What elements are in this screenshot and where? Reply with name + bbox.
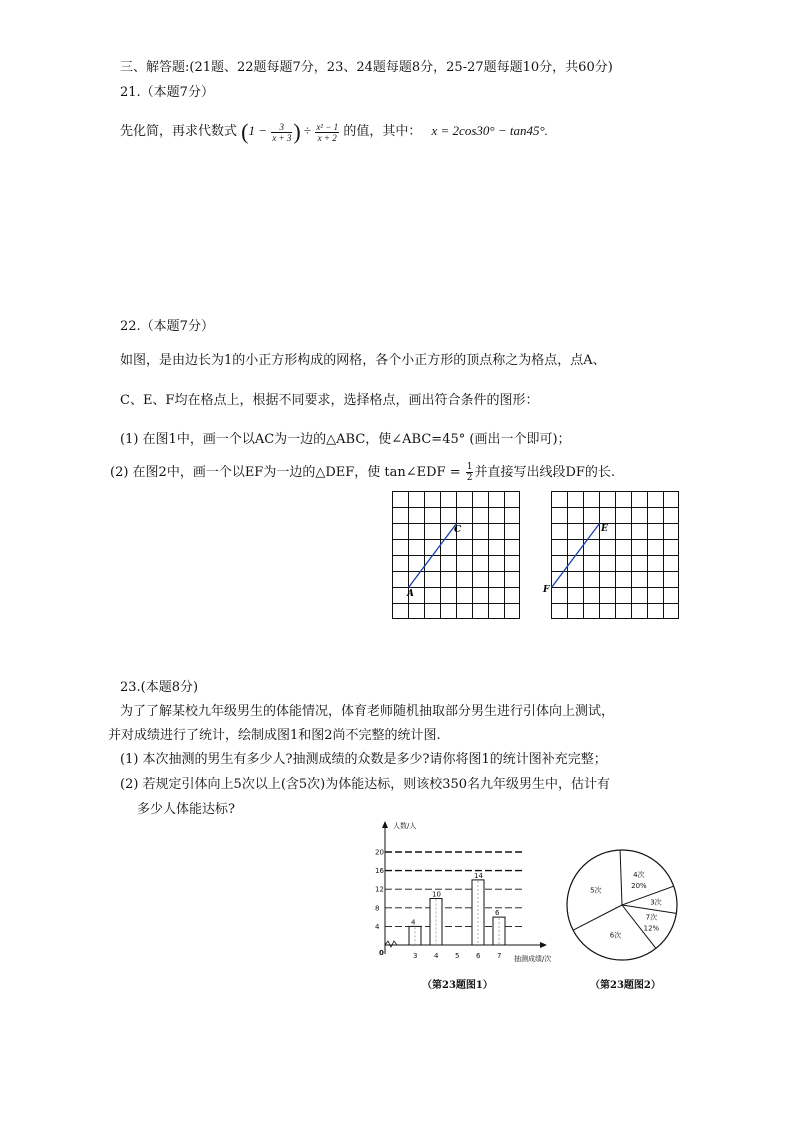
- pie-slice-edge-2: [622, 905, 676, 913]
- y-tick-label-4: 4: [375, 922, 380, 931]
- bar-data-label-4: 10: [432, 890, 441, 899]
- y-tick-label-12: 12: [375, 885, 384, 894]
- pie-slice-label-3次: 3次: [650, 898, 662, 907]
- point-c-label: C: [454, 525, 462, 535]
- grid-lines-1: [392, 491, 520, 619]
- bar-chart-gridlines: [385, 852, 525, 926]
- y-tick-label-8: 8: [375, 904, 380, 913]
- pie-slice-label-4次: 4次: [633, 870, 645, 879]
- bar-chart-origin: 0: [379, 949, 384, 957]
- point-f-label: F: [543, 585, 550, 595]
- y-axis-arrow: [382, 821, 388, 828]
- x-axis-arrow: [540, 942, 547, 948]
- point-e-label: E: [601, 524, 608, 534]
- q22-part2-suffix: 并直接写出线段DF的长.: [474, 465, 616, 480]
- y-tick-label-20: 20: [375, 848, 384, 857]
- q21-divide: ÷: [303, 123, 312, 138]
- q21-text-prefix: 先化简，再求代数式: [120, 124, 238, 139]
- q21-frac2: $\frac{\text{x² − 1}}{x + 2}$: [316, 121, 339, 143]
- x-tick-label-7: 7: [497, 952, 502, 960]
- bar-chart-caption: （第23题图1）: [422, 980, 493, 991]
- q21-condition: x = 2cos30° − tan45°.: [431, 123, 548, 138]
- pie-slice-percent-7次: 12%: [643, 924, 660, 933]
- q21-number: 21.（本题7分）: [120, 85, 214, 100]
- q21-statement: [120, 118, 548, 145]
- x-tick-label-6: 6: [476, 952, 481, 960]
- bar-chart-figure-1: [370, 818, 570, 993]
- q23-line2: 并对成绩进行了统计，绘制成图1和图2尚不完整的统计图.: [108, 728, 441, 743]
- q22-line1: 如图，是由边长为1的小正方形构成的网格，各个小正方形的顶点称之为格点，点A、: [120, 353, 606, 368]
- bar-chart-ylabel: 人数/人: [393, 822, 417, 830]
- bar-chart-bars: [409, 872, 505, 945]
- q22-part2-prefix: (2) 在图2中，画一个以EF为一边的△DEF，使 tan∠EDF =: [110, 465, 461, 480]
- q22-part2: [110, 462, 615, 483]
- q23-part2-line1: (2) 若规定引体向上5次以上(含5次)为体能达标，则该校350名九年级男生中，估计有: [120, 777, 611, 792]
- x-tick-label-3: 3: [413, 952, 418, 960]
- pie-slice-edge-0: [620, 850, 622, 905]
- pie-chart-caption: （第23题图2）: [590, 980, 661, 991]
- pie-slice-label-6次: 6次: [609, 931, 622, 940]
- q22-line2: C、E、F均在格点上，根据不同要求，选择格点，画出符合条件的图形：: [120, 393, 539, 408]
- grid-figure-2: [543, 491, 681, 621]
- grid-lines-2: [551, 491, 679, 619]
- pie-slice-percent-4次: 20%: [631, 881, 647, 890]
- q22-part1: (1) 在图1中，画一个以AC为一边的△ABC，使∠ABC=45° (画出一个即可)；: [120, 432, 571, 447]
- pie-chart-figure-2: [560, 845, 700, 995]
- bar-data-label-6: 14: [474, 871, 483, 880]
- bar-chart-xlabel: 抽测成绩/次: [514, 955, 552, 963]
- point-a-label: A: [407, 589, 414, 599]
- q23-part1: (1) 本次抽测的男生有多少人?抽测成绩的众数是多少?请你将图1的统计图补充完整；: [120, 752, 607, 767]
- q21-one-minus: 1 −: [248, 123, 268, 138]
- x-tick-label-5: 5: [455, 952, 460, 960]
- axis-break-mark: [385, 941, 397, 947]
- y-tick-label-16: 16: [375, 867, 384, 876]
- pie-slice-label-5次: 5次: [590, 886, 602, 895]
- q23-part2-line2: 多少人体能达标?: [137, 802, 235, 817]
- q23-line1: 为了了解某校九年级男生的体能情况，体育老师随机抽取部分男生进行引体向上测试，: [120, 704, 615, 719]
- x-tick-label-4: 4: [434, 952, 439, 960]
- section-header: 三、解答题:(21题、22题每题7分，23、24题每题8分，25-27题每题10分，共60分): [120, 60, 613, 75]
- q21-frac1: $\frac{3}{x + 3}$: [272, 121, 292, 143]
- bar-data-label-7: 6: [495, 909, 500, 918]
- pie-slices: [573, 850, 676, 948]
- q23-number: 23.(本题8分): [120, 680, 199, 695]
- pie-slice-label-7次: 7次: [645, 913, 658, 922]
- pie-slice-edge-1: [622, 886, 674, 905]
- q21-text-middle: 的值，其中：: [343, 124, 422, 139]
- grid-figure-1: [392, 491, 522, 621]
- q22-number: 22.（本题7分）: [120, 319, 214, 334]
- bar-data-label-3: 4: [411, 918, 416, 927]
- pie-slice-edge-4: [573, 905, 622, 930]
- q22-part2-frac: $\frac{1}{2}$: [466, 462, 473, 483]
- q21-expression: (1 − $\frac{3}{x + 3}$ ) ÷ $\frac{\text{x² − 1}}{x + 2}$: [241, 119, 339, 145]
